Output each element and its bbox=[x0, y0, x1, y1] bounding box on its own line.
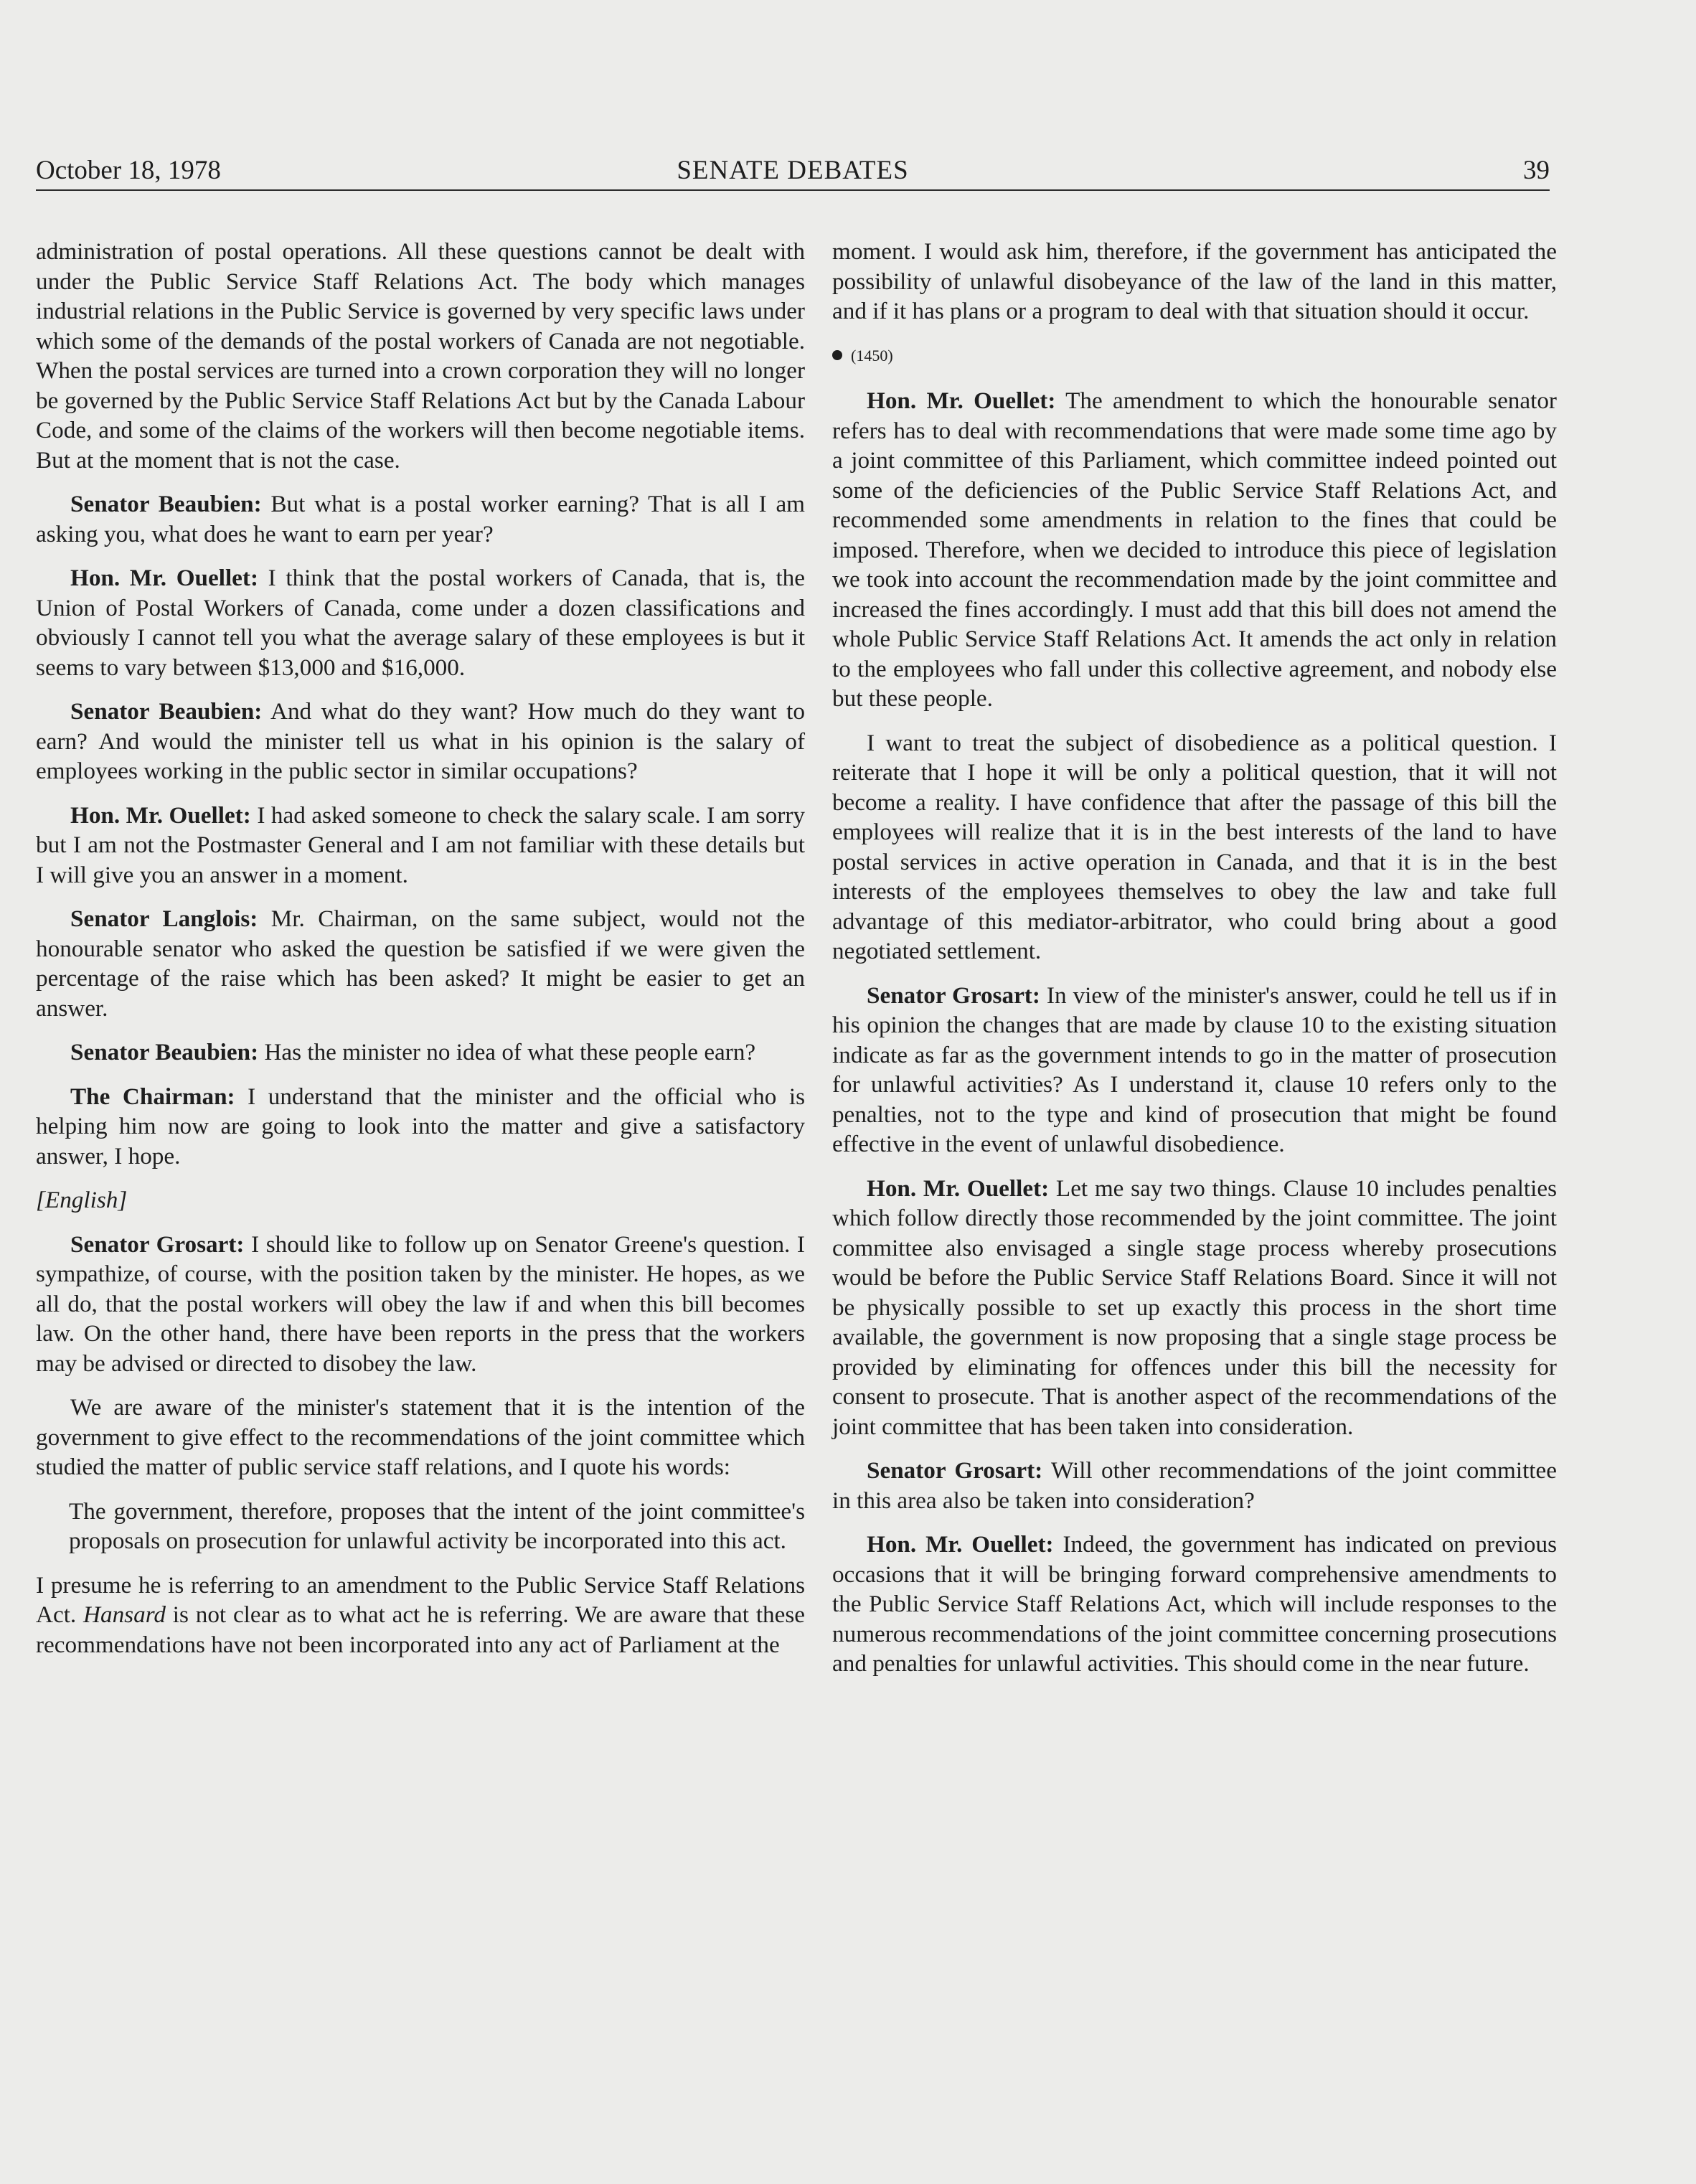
speech-text: The amendment to which the honourable senator refers has to deal with recommendations that were made some time ago by a joint committee of this Parliament, which committee indeed pointed out some of the deficiencies of the Public Service Staff Relations Act, and recommended some amendments in relation to the fines that could be imposed. Therefore, when we decided to introduce this piece of legislation we took into account the recommendation made by the joint committee and increased the fines accordingly. I must add that this bill does not amend the whole Public Service Staff Relations Act. It amends the act only in relation to the employees who fall under this collective agreement, and nobody else but these people. bbox=[832, 387, 1557, 712]
paragraph: We are aware of the minister's statement that it is the intention of the government to give effect to the recommendations of the joint committee which studied the matter of public service staff relations, and I quote his words: bbox=[36, 1394, 805, 1480]
speaker-name: Hon. Mr. Ouellet: bbox=[70, 801, 251, 829]
speaker-name: Hon. Mr. Ouellet: bbox=[867, 387, 1056, 414]
speaker-name: The Chairman: bbox=[70, 1083, 235, 1110]
speech-text: But what is a postal worker earning? That is all I am asking you, what does he want to earn per year? bbox=[36, 491, 805, 547]
paragraph: I want to treat the subject of disobedience as a political question. I reiterate that I hope it will be only a political question, that it will not become a reality. I have confidence that after the passage of this bill the employees will realize that it is in the best interests of the land to have postal services in active operation in Canada, and that it is in the best interests of the employees themselves to obey the law and take full advantage of this mediator-arbitrator, who could bring about a good negotiated settlement. bbox=[832, 729, 1557, 964]
speaker-name: Senator Langlois: bbox=[70, 905, 258, 932]
bullet-icon bbox=[832, 350, 842, 360]
speech-text: I think that the postal workers of Canada, that is, the Union of Postal Workers of Canada, come under a dozen classifications and obviously I cannot tell you what the average salary of these employees is but it seems to vary between $13,000 and $16,000. bbox=[36, 565, 805, 681]
speech-text: In view of the minister's answer, could he tell us if in his opinion the changes that are made by clause 10 to the existing situation indicate as far as the government intends to go in the matter of prosecution for unlawful activities? As I understand it, clause 10 refers only to the penalties, not to the type and kind of prosecution that might be found effective in the event of unlawful disobedience. bbox=[832, 982, 1557, 1157]
speech-paragraph bbox=[36, 563, 805, 682]
speech-paragraph bbox=[832, 1530, 1557, 1679]
left-column bbox=[36, 237, 805, 1674]
speech-paragraph bbox=[36, 1082, 805, 1172]
speaker-name: Senator Grosart: bbox=[867, 982, 1040, 1009]
speech-paragraph bbox=[36, 1037, 805, 1068]
time-marker-label: (1450) bbox=[851, 346, 893, 364]
speaker-name: Senator Grosart: bbox=[70, 1230, 245, 1258]
speaker-name: Senator Grosart: bbox=[867, 1457, 1043, 1484]
speech-text: Has the minister no idea of what these people earn? bbox=[258, 1039, 756, 1065]
italic-hansard: Hansard bbox=[83, 1601, 166, 1628]
speech-text: I should like to follow up on Senator Greene's question. I sympathize, of course, with the position taken by the minister. He hopes, as we all do, that the postal workers will obey the law if and when this bill becomes law. On the other hand, there have been reports in the press that the workers may be advised or directed to disobey the law. bbox=[36, 1230, 805, 1377]
block-quote: The government, therefore, proposes that the intent of the joint committee's proposals on prosecution for unlawful activity be incorporated into this act. bbox=[69, 1497, 805, 1554]
speech-paragraph bbox=[36, 697, 805, 786]
paragraph bbox=[36, 1571, 805, 1660]
speech-text: Will other recommendations of the joint committee in this area also be taken into consideration? bbox=[832, 1457, 1557, 1514]
speech-paragraph bbox=[36, 801, 805, 890]
header-page-number: 39 bbox=[1523, 156, 1550, 185]
speech-paragraph bbox=[832, 1174, 1557, 1442]
speech-paragraph bbox=[36, 489, 805, 549]
paragraph-text: is not clear as to what act he is referring. We are aware that these recommendations have not been incorporated into any act of Parliament at the bbox=[36, 1601, 806, 1658]
speaker-name: Hon. Mr. Ouellet: bbox=[867, 1175, 1050, 1202]
speech-text: Let me say two things. Clause 10 includes penalties which follow directly those recommended by the joint committee. The joint committee also envisaged a single stage process whereby prosecutions would be before the Public Service Staff Relations Board. Since it will not be physically possible to set up exactly this process in the short time available, the government is now proposing that a single stage process be provided by eliminating for offences under this bill the necessity for consent to prosecute. That is another aspect of the recommendations of the joint committee that has been taken into consideration. bbox=[832, 1175, 1557, 1440]
speech-paragraph bbox=[832, 981, 1557, 1159]
speech-paragraph bbox=[832, 1456, 1557, 1515]
paragraph: moment. I would ask him, therefore, if the government has anticipated the possibility of unlawful disobeyance of the law of the land in this matter, and if it has plans or a program to deal with that situation should it occur. bbox=[832, 238, 1557, 324]
speech-paragraph bbox=[832, 386, 1557, 714]
speaker-name: Senator Beaubien: bbox=[70, 698, 263, 725]
speech-text: Indeed, the government has indicated on previous occasions that it will be bringing forward comprehensive amendments to the Public Service Staff Relations Act, which will include responses to the numerous recommendations of the joint committee concerning prosecutions and penalties for unlawful activities. This should come in the near future. bbox=[832, 1531, 1557, 1677]
paragraph: administration of postal operations. All these questions cannot be dealt with under the Public Service Staff Relations Act. The body which manages industrial relations in the Public Service is governed by very specific laws under which some of the demands of the postal workers of Canada are not negotiable. When the postal services are turned into a crown corporation they will no longer be governed by the Public Service Staff Relations Act but by the Canada Labour Code, and some of the claims of the workers will then become negotiable items. But at the moment that is not the case. bbox=[36, 238, 805, 474]
header-title: SENATE DEBATES bbox=[677, 156, 909, 185]
right-column bbox=[832, 237, 1557, 1693]
header-date: October 18, 1978 bbox=[36, 156, 221, 185]
speaker-name: Senator Beaubien: bbox=[70, 491, 262, 517]
page-header bbox=[36, 149, 1550, 191]
language-tag: [English] bbox=[36, 1187, 128, 1213]
speech-text: I understand that the minister and the official who is helping him now are going to look into the matter and give a satisfactory answer, I hope. bbox=[36, 1083, 805, 1169]
speech-paragraph bbox=[36, 1230, 805, 1379]
speech-paragraph bbox=[36, 904, 805, 1023]
paragraph-text: I presume he is referring to an amendment to the Public Service Staff Relations Act. bbox=[36, 1571, 805, 1628]
speech-text: Mr. Chairman, on the same subject, would not the honourable senator who asked the question be satisfied if we were given the percentage of the raise which has been asked? It might be easier to get an answer. bbox=[36, 905, 806, 1022]
speaker-name: Senator Beaubien: bbox=[70, 1039, 259, 1065]
speech-text: I had asked someone to check the salary scale. I am sorry but I am not the Postmaster General and I am not familiar with these details but I will give you an answer in a moment. bbox=[36, 801, 805, 888]
speaker-name: Hon. Mr. Ouellet: bbox=[70, 565, 259, 591]
speaker-name: Hon. Mr. Ouellet: bbox=[867, 1531, 1054, 1558]
speech-text: And what do they want? How much do they want to earn? And would the minister tell us what in his opinion is the salary of employees working in the public sector in similar occupations? bbox=[36, 698, 805, 784]
time-marker bbox=[832, 341, 1557, 371]
